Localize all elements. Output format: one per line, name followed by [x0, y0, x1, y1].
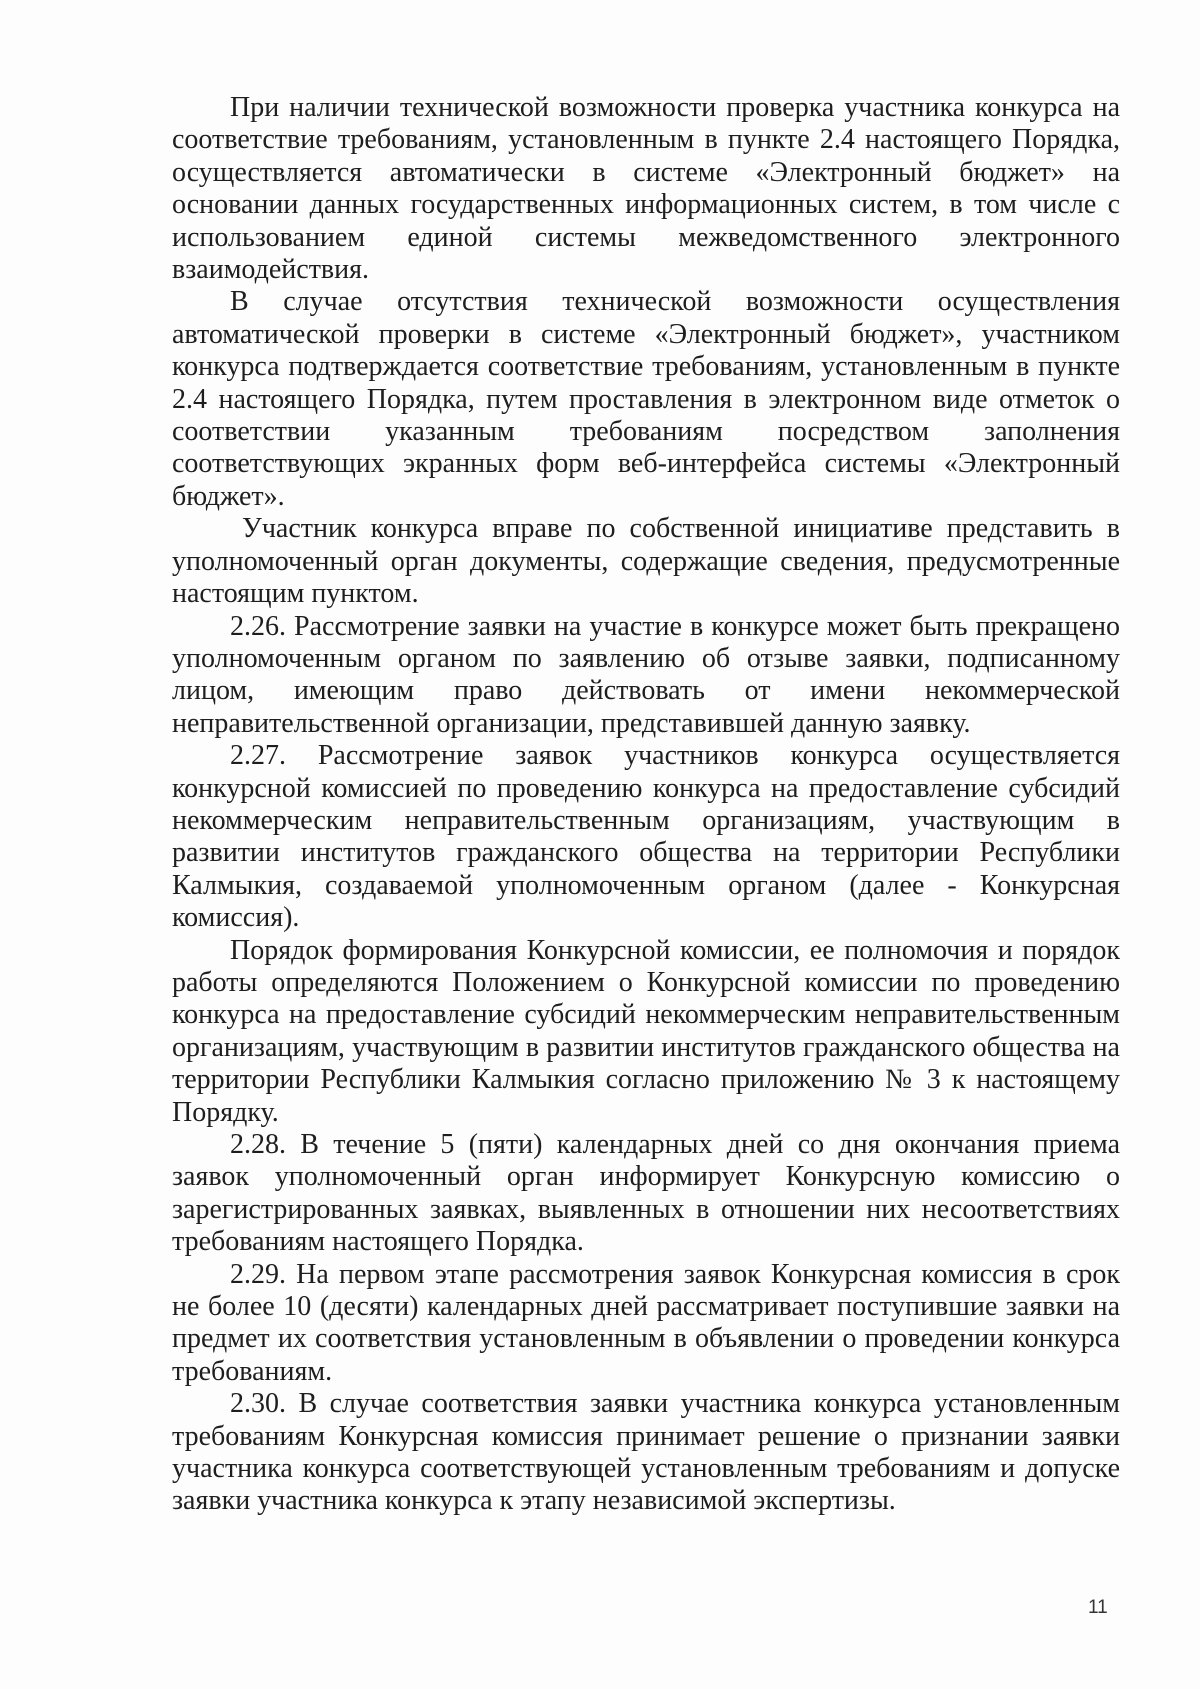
paragraph-manual-check: В случае отсутствия технической возможности осуществления автоматической проверки в системе «Электронный бюджет», участником конкурса подтверждается соответствие требованиям, установленным в пункте 2.4 настоящего Порядка, путем проставления в электронном виде отметок о соответствии указанным требованиям посредством заполнения соответствующих экранных форм веб-интерфейса системы «Электронный бюджет».	[172, 286, 1120, 512]
page-number: 11	[1088, 1597, 1108, 1618]
paragraph-2-28: 2.28. В течение 5 (пяти) календарных дней со дня окончания приема заявок уполномоченный орган информирует Конкурсную комиссию о зарегистрированных заявках, выявленных в отношении них несоответствиях требованиям настоящего Порядка.	[172, 1129, 1120, 1258]
paragraph-commission-procedure: Порядок формирования Конкурсной комиссии, ее полномочия и порядок работы определяются Положением о Конкурсной комиссии по проведению конкурса на предоставление субсидий некоммерческим неправительственным организациям, участвующим в развитии институтов гражданского общества на территории Республики Калмыкия согласно приложению № 3 к настоящему Порядку.	[172, 934, 1120, 1128]
paragraph-auto-check: При наличии технической возможности проверка участника конкурса на соответствие требованиям, установленным в пункте 2.4 настоящего Порядка, осуществляется автоматически в системе «Электронный бюджет» на основании данных государственных информационных систем, в том числе с использованием единой системы межведомственного электронного взаимодействия.	[172, 92, 1120, 286]
paragraph-2-29: 2.29. На первом этапе рассмотрения заявок Конкурсная комиссия в срок не более 10 (десяти) календарных дней рассматривает поступившие заявки на предмет их соответствия установленным в объявлении о проведении конкурса требованиям.	[172, 1258, 1120, 1387]
paragraph-participant-documents: Участник конкурса вправе по собственной инициативе представить в уполномоченный орган документы, содержащие сведения, предусмотренные настоящим пунктом.	[172, 513, 1120, 610]
document-body	[172, 92, 1120, 1518]
paragraph-2-27: 2.27. Рассмотрение заявок участников конкурса осуществляется конкурсной комиссией по проведению конкурса на предоставление субсидий некоммерческим неправительственным организациям, участвующим в развитии институтов гражданского общества на территории Республики Калмыкия, создаваемой уполномоченным органом (далее - Конкурсная комиссия).	[172, 740, 1120, 934]
paragraph-2-30: 2.30. В случае соответствия заявки участника конкурса установленным требованиям Конкурсная комиссия принимает решение о признании заявки участника конкурса соответствующей установленным требованиям и допуске заявки участника конкурса к этапу независимой экспертизы.	[172, 1388, 1120, 1517]
paragraph-2-26: 2.26. Рассмотрение заявки на участие в конкурсе может быть прекращено уполномоченным органом по заявлению об отзыве заявки, подписанному лицом, имеющим право действовать от имени некоммерческой неправительственной организации, представившей данную заявку.	[172, 610, 1120, 739]
